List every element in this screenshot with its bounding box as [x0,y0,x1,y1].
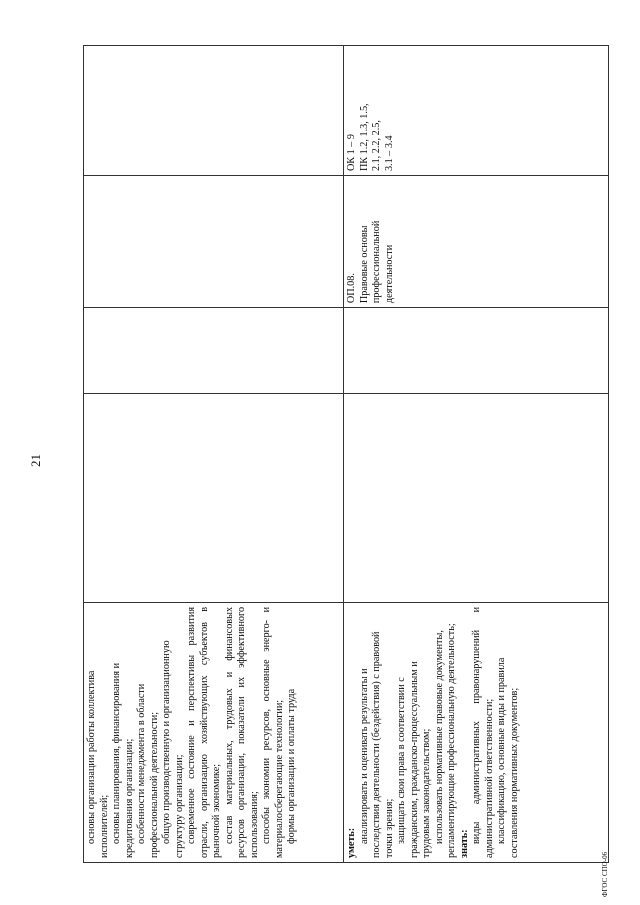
text-line: административной ответственности; [483,698,495,858]
text-line: использовать нормативные правовые документы, [433,630,445,844]
text-line: защищать свои права в соответствии с [396,677,407,844]
text-line: рыночной экономике; [211,763,222,858]
text-line: современное состояние и перспективы развития [186,606,197,844]
row1-competence-cell [84,46,344,176]
text-line: использования; [248,791,260,858]
text-line: регламентирующие профессиональную деятельность; [446,623,457,858]
text-line: основы организации работы коллектива [86,670,97,844]
text-line: отрасли, организацию хозяйствующих субъектов в [198,606,210,858]
text-line: классификацию, основные виды и правила [496,657,507,844]
competence-line: ОК 1 – 9 [346,133,357,172]
text-line: исполнителей; [98,794,110,858]
competence-cell [344,46,609,176]
row1-empty-cell [84,308,344,394]
row2-empty-cell [344,394,609,603]
text-line: анализировать и оценивать результаты и [358,668,370,844]
text-line: последствия деятельности (бездействия) с правовой [371,631,382,858]
row2-empty-cell [344,308,609,394]
text-line: гражданским, гражданско-процессуальным и [408,661,420,858]
text-line: уметь: [346,827,357,858]
text-line: особенности менеджмента в области [136,683,147,844]
competence-line: 2.1, 2.2, 2.5, [371,120,382,172]
footer-label: ФГОС СПО-06 [601,851,609,897]
text-line: структуру организации; [173,754,185,858]
table-row [344,46,609,863]
text-line: состав материальных, трудовых и финансовых [223,606,235,844]
row1-empty-cell [84,394,344,603]
discipline-code: ОП.08. [346,273,357,304]
text-line: знать: [458,829,470,858]
row2-content-cell [344,602,609,862]
text-line: кредитования организации; [123,738,135,858]
text-line: составления нормативных документов; [508,687,520,858]
discipline-title-line: деятельности [383,244,395,304]
curriculum-table [83,45,609,863]
text-line: общую производственную и организационную [161,640,172,844]
discipline-title-line: профессиональной [371,220,382,304]
text-line: точки зрения; [383,798,395,858]
table-row [84,46,344,863]
competence-line: ПК 1.2, 1.3, 1.5, [358,103,370,172]
discipline-title-line: Правовые основы [358,225,370,304]
text-line: материалосберегающие технологии; [273,699,285,858]
text-line: трудовым законодательством; [421,728,432,858]
text-line: формы организации и оплаты труда [286,688,297,844]
page-number: 21 [28,454,43,467]
competence-line: 3.1 – 3.4 [383,135,395,172]
text-line: основы планирования, финансирования и [111,662,122,844]
text-line: ресурсов организации, показатели их эффективного [236,606,247,858]
text-line: способы экономии ресурсов, основные энерго- и [261,606,272,844]
discipline-cell [344,176,609,308]
row1-content-cell [84,602,344,862]
text-line: профессиональной деятельности; [148,711,160,858]
row1-discipline-cell [84,176,344,308]
text-line: виды административных правонарушений и [471,606,482,844]
